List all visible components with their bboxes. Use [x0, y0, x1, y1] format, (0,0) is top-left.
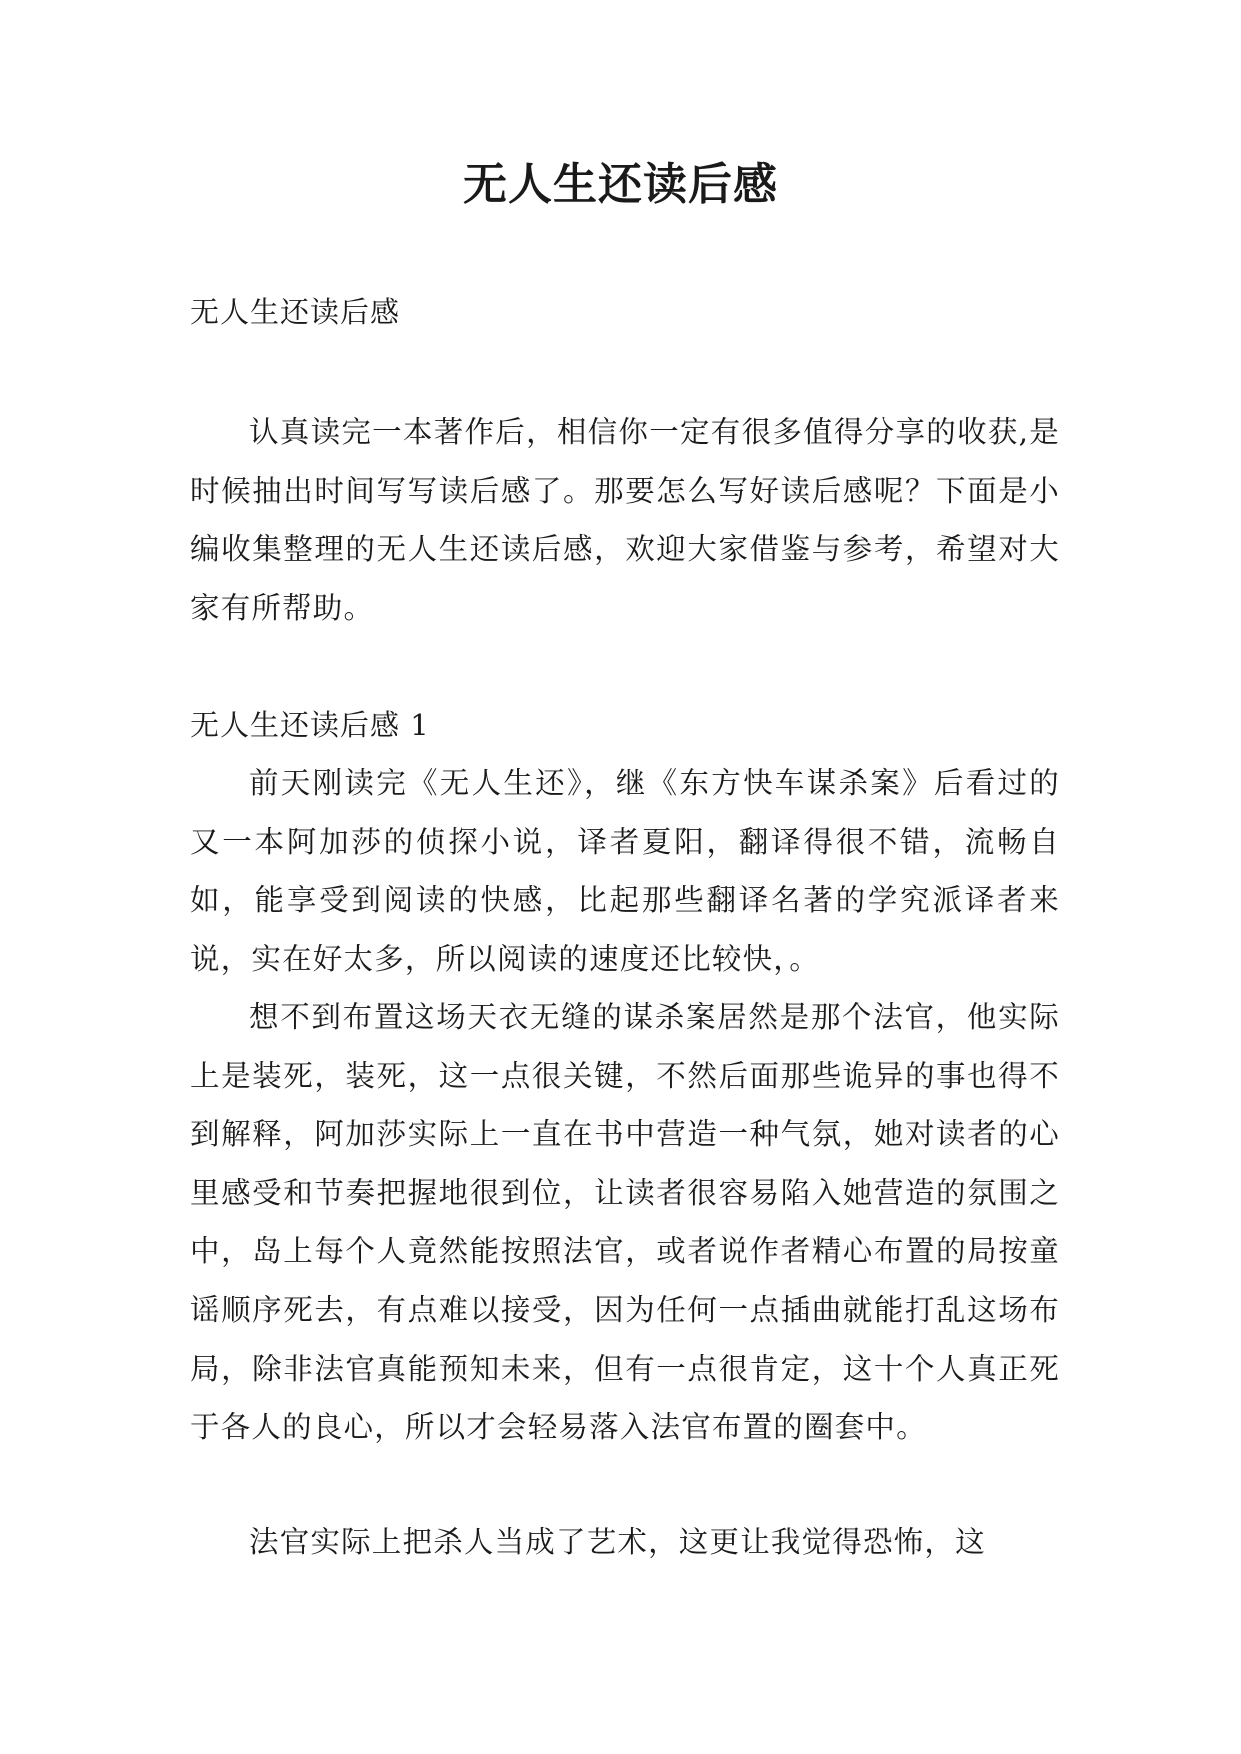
section-heading: 无人生还读后感 1: [190, 708, 430, 742]
body-paragraph-1: 前天刚读完《无人生还》，继《东方快车谋杀案》后看过的又一本阿加莎的侦探小说，译者夏阳，翻译得很不错，流畅自如，能享受到阅读的快感，比起那些翻译名著的学究派译者来说，实在好太多，所以阅读的速度还比较快，。: [190, 766, 1060, 976]
body-paragraph-3: 法官实际上把杀人当成了艺术，这更让我觉得恐怖，这: [249, 1525, 986, 1559]
document-subtitle: 无人生还读后感: [190, 295, 401, 329]
document-title: 无人生还读后感: [463, 159, 778, 210]
intro-paragraph: 认真读完一本著作后，相信你一定有很多值得分享的收获,是时候抽出时间写写读后感了。那要怎么写好读后感呢？下面是小编收集整理的无人生还读后感，欢迎大家借鉴与参考，希望对大家有所帮助。: [190, 415, 1060, 625]
body-paragraph-2: 想不到布置这场天衣无缝的谋杀案居然是那个法官，他实际上是装死，装死，这一点很关键，不然后面那些诡异的事也得不到解释，阿加莎实际上一直在书中营造一种气氛，她对读者的心里感受和节奏把握地很到位，让读者很容易陷入她营造的氛围之中，岛上每个人竟然能按照法官，或者说作者精心布置的局按童谣顺序死去，有点难以接受，因为任何一点插曲就能打乱这场布局，除非法官真能预知未来，但有一点很肯定，这十个人真正死于各人的良心，所以才会轻易落入法官布置的圈套中。: [190, 1000, 1060, 1445]
